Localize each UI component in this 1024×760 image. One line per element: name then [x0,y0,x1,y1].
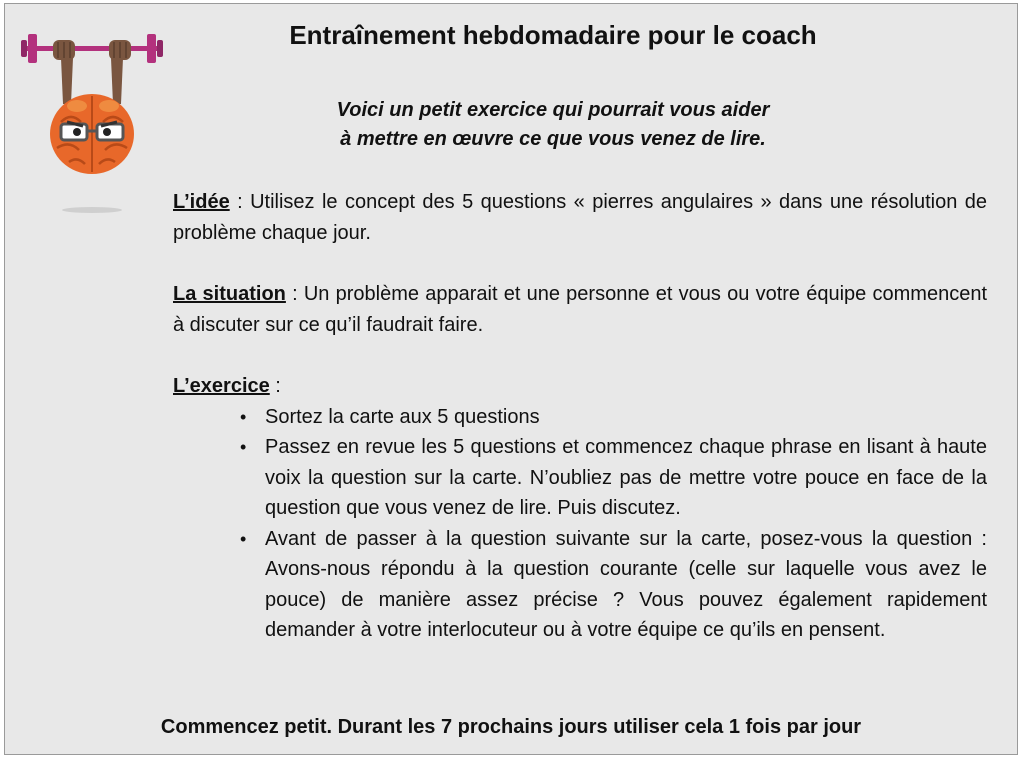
situation-paragraph [173,279,987,340]
intro-text [165,96,941,154]
content-body [173,187,987,646]
list-item: • Sortez la carte aux 5 questions [265,402,987,433]
exercise-suffix: : [269,375,281,397]
page-title: Entraînement hebdomadaire pour le coach [289,20,817,50]
list-item: • Avant de passer à la question suivante sur la carte, posez-vous la question : Avons-nous répondu à la question courante (celle sur laquelle vous avez le pouce) de manière assez précise ? Vous pouvez également rapidement demander à votre interlocuteur ou à votre équipe ce qu’ils en pensent. [265,524,987,646]
exercise-steps-list [173,402,987,646]
intro-line-1: Voici un petit exercice qui pourrait vous aider [336,99,770,121]
situation-label: La situation [173,283,286,305]
situation-text: : Un problème apparait et une personne et vous ou votre équipe commencent à discuter sur ce qu’il faudrait faire. [173,283,987,336]
exercise-heading [173,371,987,402]
exercise-card [4,3,1018,755]
idea-text: : Utilisez le concept des 5 questions « pierres angulaires » dans une résolution de problème chaque jour. [173,191,987,244]
exercise-label: L’exercice [173,375,270,397]
weightlifting-brain-icon [17,32,167,217]
intro-line-2: à mettre en œuvre ce que vous venez de lire. [340,128,766,150]
idea-label: L’idée [173,191,230,213]
list-item: • Passez en revue les 5 questions et commencez chaque phrase en lisant à haute voix la question sur la carte. N’oubliez pas de mettre votre pouce en face de la question que vous venez de lire. Puis discutez. [265,432,987,524]
idea-paragraph [173,187,987,248]
closing-statement: Commencez petit. Durant les 7 prochains jours utiliser cela 1 fois par jour [160,716,862,738]
